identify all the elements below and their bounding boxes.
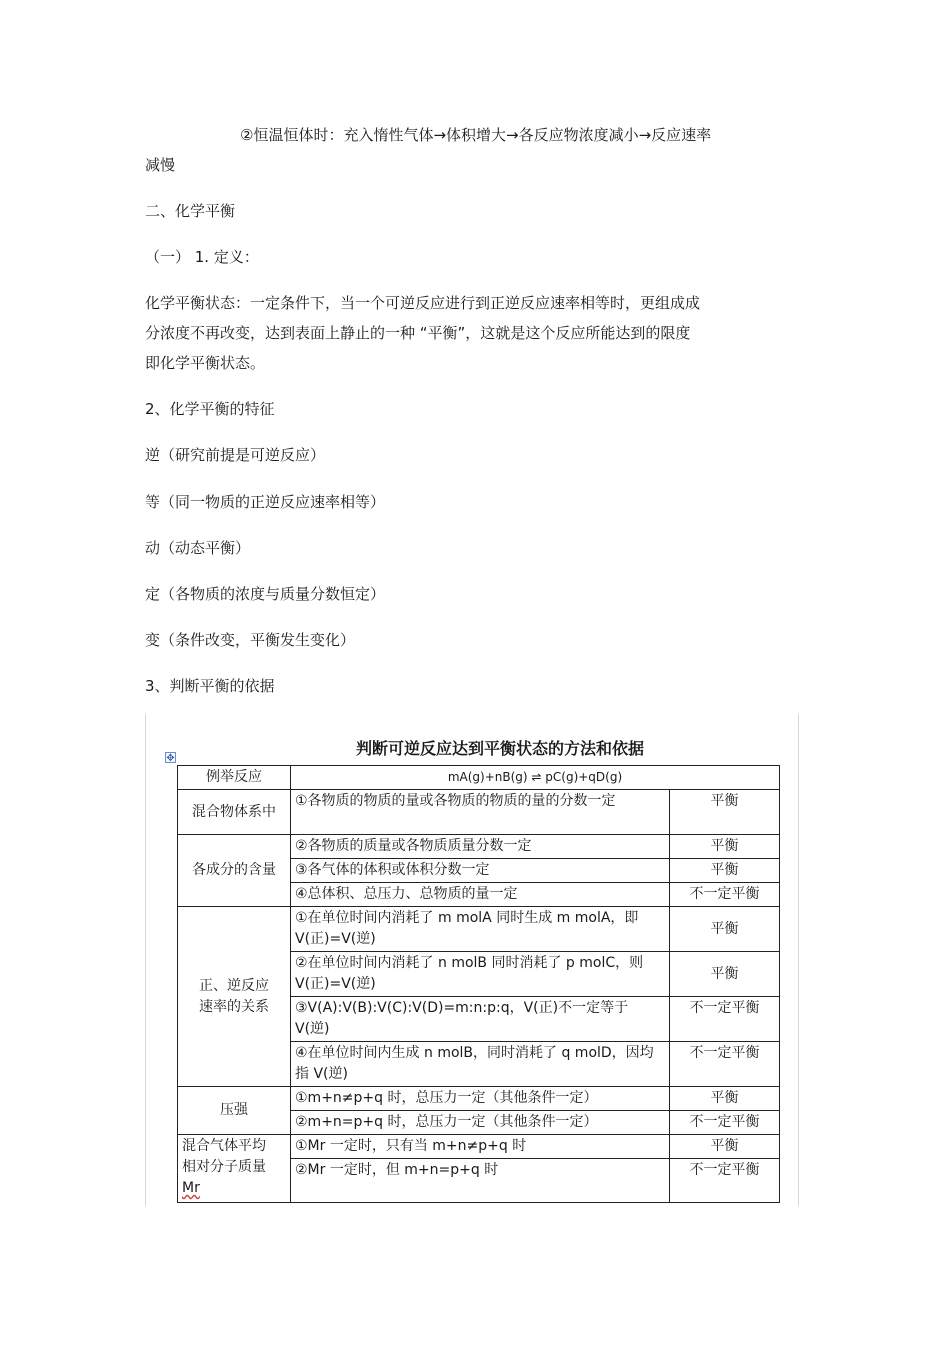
feature-item-constant: 定（各物质的浓度与质量分数恒定） (145, 585, 386, 603)
criterion-text: ②各物质的质量或各物质质量分数一定 (291, 835, 670, 859)
feature-item-reversible: 逆（研究前提是可逆反应） (145, 446, 326, 464)
definition-line-3: 即化学平衡状态。 (145, 354, 266, 372)
category-avg-line-3: Mr (182, 1180, 200, 1196)
table-row (178, 1087, 780, 1111)
criterion-text: ①各物质的物质的量或各物质的物质的量的分数一定 (291, 790, 670, 835)
criterion-line: ②在单位时间内消耗了 n molB 同时消耗了 p molC，则 (295, 955, 644, 971)
category-rate-line-2: 速率的关系 (199, 998, 269, 1015)
category-avg-line-1: 混合气体平均 (182, 1138, 266, 1154)
criterion-result: 平衡 (670, 835, 780, 859)
criterion-text: ②Mr 一定时，但 m+n=p+q 时 (291, 1159, 670, 1203)
intro-line-1: ②恒温恒体时：充入惰性气体→体积增大→各反应物浓度减小→反应速率 (240, 126, 712, 144)
category-average-mr (178, 1135, 291, 1203)
header-reaction-cell: mA(g)+nB(g) ⇌ pC(g)+qD(g) (291, 766, 780, 790)
section-heading-equilibrium: 二、化学平衡 (145, 202, 236, 220)
criterion-line: V(正)=V(逆) (295, 931, 376, 947)
criterion-line: ④在单位时间内生成 n molB，同时消耗了 q molD，因均 (295, 1045, 654, 1061)
table-header-row (178, 766, 780, 790)
criterion-result: 不一定平衡 (670, 997, 780, 1042)
criterion-result: 平衡 (670, 907, 780, 952)
table-title: 判断可逆反应达到平衡状态的方法和依据 (355, 739, 644, 758)
criterion-result: 不一定平衡 (670, 1111, 780, 1135)
criterion-text (291, 1042, 670, 1087)
criterion-result: 平衡 (670, 1135, 780, 1159)
table-row (178, 835, 780, 859)
category-rate-line-1: 正、逆反应 (199, 977, 269, 994)
criterion-text: ①Mr 一定时，只有当 m+n≠p+q 时 (291, 1135, 670, 1159)
criterion-result: 不一定平衡 (670, 883, 780, 907)
criterion-text: ③各气体的体积或体积分数一定 (291, 859, 670, 883)
criterion-text: ④总体积、总压力、总物质的量一定 (291, 883, 670, 907)
category-pressure: 压强 (178, 1087, 291, 1135)
intro-line-2: 减慢 (145, 156, 176, 174)
definition-line-2: 分浓度不再改变，达到表面上静止的一种 “平衡”，这就是这个反应所能达到的限度 (145, 324, 691, 342)
criterion-text: ②m+n=p+q 时，总压力一定（其他条件一定） (291, 1111, 670, 1135)
equilibrium-criteria-table (177, 765, 780, 1203)
table-row (178, 1135, 780, 1159)
criterion-line: ①在单位时间内消耗了 m molA 同时生成 m molA，即 (295, 910, 639, 926)
criterion-line: ③V(A):V(B):V(C):V(D)=m:n:p:q，V(正)不一定等于 (295, 1000, 629, 1016)
table-move-handle-icon[interactable]: ✥ (166, 753, 175, 764)
criterion-text (291, 997, 670, 1042)
features-heading: 2、化学平衡的特征 (145, 400, 275, 418)
criterion-result: 平衡 (670, 859, 780, 883)
table-row (178, 907, 780, 952)
criterion-line: V(逆) (295, 1021, 330, 1037)
category-avg-line-2: 相对分子质量 (182, 1159, 266, 1175)
feature-item-equal: 等（同一物质的正逆反应速率相等） (145, 493, 386, 511)
header-label-cell: 例举反应 (178, 766, 291, 790)
criterion-result: 不一定平衡 (670, 1159, 780, 1203)
definition-heading: （一） 1. 定义： (145, 248, 259, 266)
criterion-text (291, 907, 670, 952)
criterion-text (291, 952, 670, 997)
category-mixture: 混合物体系中 (178, 790, 291, 835)
feature-item-dynamic: 动（动态平衡） (145, 539, 251, 557)
criterion-result: 平衡 (670, 790, 780, 835)
definition-line-1: 化学平衡状态：一定条件下，当一个可逆反应进行到正逆反应速率相等时，更组成成 (145, 294, 701, 312)
criterion-result: 不一定平衡 (670, 1042, 780, 1087)
criterion-result: 平衡 (670, 952, 780, 997)
category-rate-relation (178, 907, 291, 1087)
criterion-line: 指 V(逆) (295, 1066, 348, 1082)
table-row (178, 790, 780, 835)
criterion-result: 平衡 (670, 1087, 780, 1111)
category-content: 各成分的含量 (178, 835, 291, 907)
criterion-text: ①m+n≠p+q 时，总压力一定（其他条件一定） (291, 1087, 670, 1111)
criterion-line: V(正)=V(逆) (295, 976, 376, 992)
criteria-heading: 3、判断平衡的依据 (145, 677, 275, 695)
feature-item-change: 变（条件改变，平衡发生变化） (145, 631, 356, 649)
